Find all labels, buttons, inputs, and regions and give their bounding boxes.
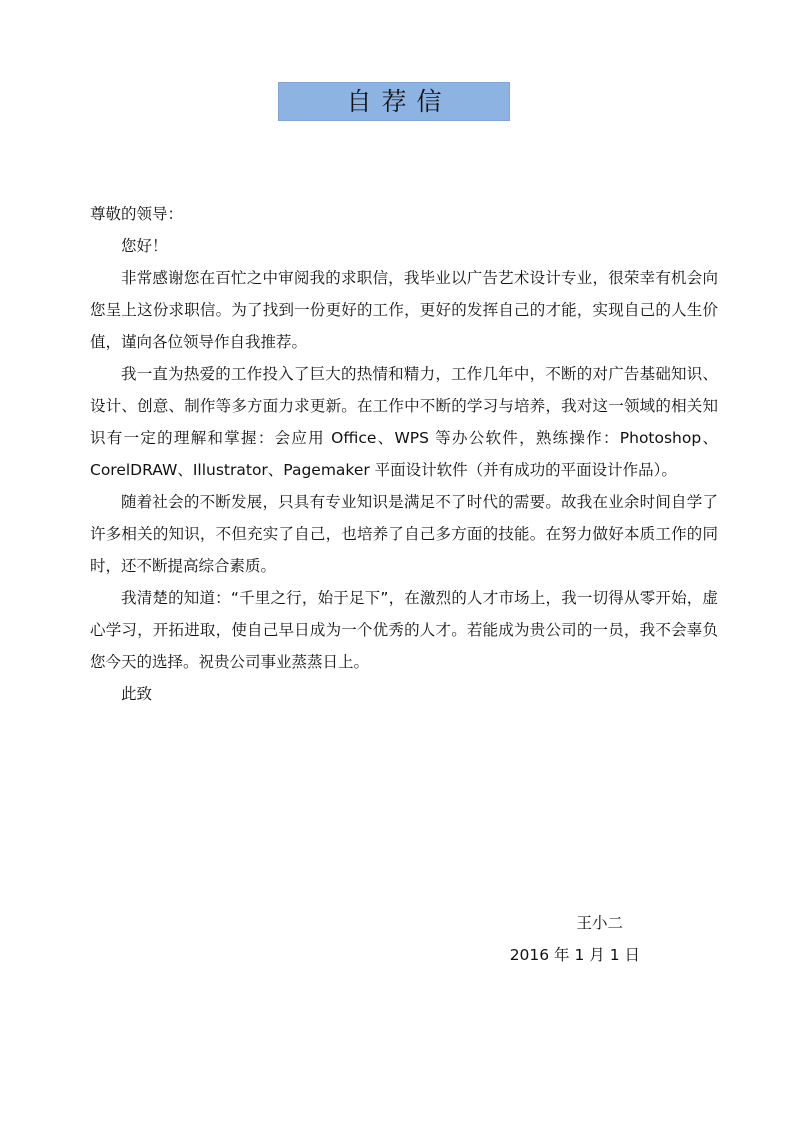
salutation: 尊敬的领导： [90,205,184,223]
paragraph-3: 随着社会的不断发展，只具有专业知识是满足不了时代的需要。故我在业余时间自学了许多相关的知识，不但充实了自己，也培养了自己多方面的技能。在努力做好本质工作的同时，还不断提高综合素质。 [90,493,718,575]
closing: 此致 [121,685,153,703]
letter-body [90,198,718,710]
title-banner [278,82,510,121]
signature-date: 2016 年 1 月 1 日 [509,946,640,964]
signature-block [510,907,640,971]
signature-name: 王小二 [576,914,623,932]
paragraph-2: 我一直为热爱的工作投入了巨大的热情和精力，工作几年中，不断的对广告基础知识、设计、创意、制作等多方面力求更新。在工作中不断的学习与培养，我对这一领域的相关知识有一定的理解和掌握：会应用 Office、WPS 等办公软件，熟练操作：Photoshop、CorelDRAW、Illustrator、Pagemaker 平面设计软件（并有成功的平面设计作品）。 [90,365,718,479]
paragraph-4: 我清楚的知道：“千里之行，始于足下”，在激烈的人才市场上，我一切得从零开始，虚心学习，开拓进取，使自己早日成为一个优秀的人才。若能成为贵公司的一员，我不会辜负您今天的选择。祝贵公司事业蒸蒸日上。 [90,589,718,671]
paragraph-1: 非常感谢您在百忙之中审阅我的求职信，我毕业以广告艺术设计专业，很荣幸有机会向您呈上这份求职信。为了找到一份更好的工作，更好的发挥自己的才能，实现自己的人生价值，谨向各位领导作自我推荐。 [90,269,718,351]
greeting: 您好！ [121,237,168,255]
page-title: 自荐信 [346,87,452,116]
